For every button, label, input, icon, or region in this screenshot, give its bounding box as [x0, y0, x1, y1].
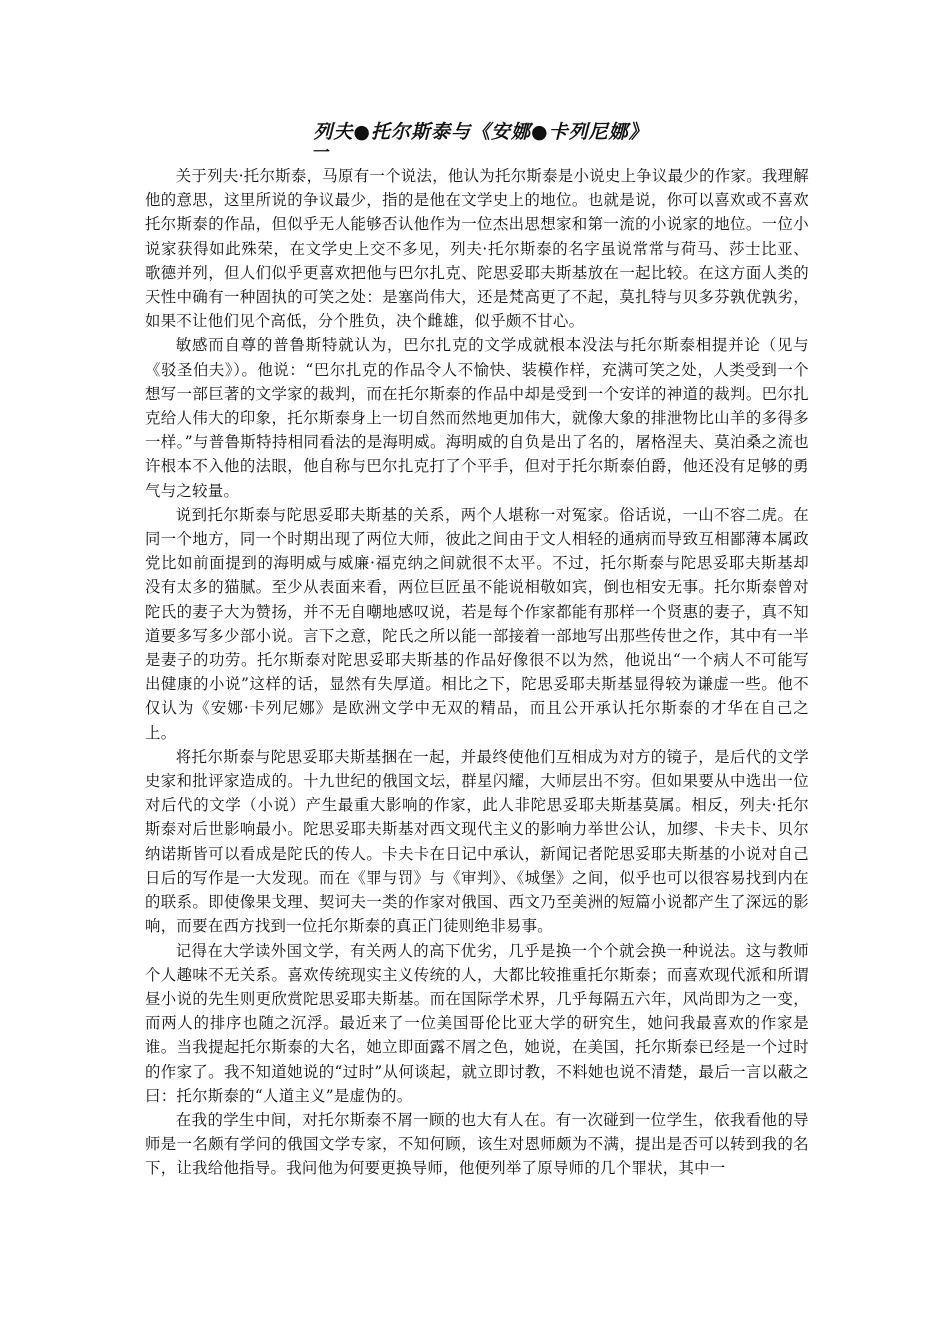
paragraph: 敏感而自尊的普鲁斯特就认为，巴尔扎克的文学成就根本没法与托尔斯泰相提并论（见与《驳圣伯夫》）。他说：“巴尔扎克的作品令人不愉快、装模作样，充满可笑之处，人类受到一个想写一部巨著的文学家的裁判，而在托尔斯泰的作品中却是受到一个安详的神道的裁判。巴尔扎克给人伟大的印象，托尔斯泰身上一切自然而然地更加伟大，就像大象的排泄物比山羊的多得多一样。”与普鲁斯特持相同看法的是海明威。海明威的自负是出了名的，屠格涅夫、莫泊桑之流也许根本不入他的法眼，他自称与巴尔扎克打了个平手，但对于托尔斯泰伯爵，他还没有足够的勇气与之较量。 — [145, 336, 809, 500]
document-title: 列夫●托尔斯泰与《安娜●卡列尼娜》 — [313, 121, 649, 143]
paragraph: 记得在大学读外国文学，有关两人的高下优劣，几乎是换一个个就会换一种说法。这与教师个人趣味不无关系。喜欢传统现实主义传统的人，大都比较推重托尔斯泰；而喜欢现代派和所谓昼小说的先生则更欣赏陀思妥耶夫斯基。而在国际学术界，几乎每隔五六年，风尚即为之一变，而两人的排序也随之沉浮。最近来了一位美国哥伦比亚大学的研究生，她问我最喜欢的作家是谁。当我提起托尔斯泰的大名，她立即面露不屑之色，她说，在美国，托尔斯泰已经是一个过时的作家了。我不知道她说的“过时”从何谈起，就立即讨教，不料她也说不清楚，最后一言以蔽之曰：托尔斯泰的“人道主义”是虚伪的。 — [145, 941, 809, 1105]
section-number: 一 — [313, 143, 330, 163]
paragraph: 说到托尔斯泰与陀思妥耶夫斯基的关系，两个人堪称一对冤家。俗话说，一山不容二虎。在同一个地方，同一个时期出现了两位大师，彼此之间由于文人相轻的通病而导致互相鄙薄本属政党比如前面提到的海明威与威廉·福克纳之间就很不太平。不过，托尔斯泰与陀思妥耶夫斯基却没有太多的猫腻。至少从表面来看，两位巨匠虽不能说相敬如宾，倒也相安无事。托尔斯泰曾对陀氏的妻子大为赞扬，并不无自嘲地感叹说，若是每个作家都能有那样一个贤惠的妻子，真不知道要多写多少部小说。言下之意，陀氏之所以能一部接着一部地写出那些传世之作，其中有一半是妻子的功劳。托尔斯泰对陀思妥耶夫斯基的作品好像很不以为然，他说出“一个病人不可能写出健康的小说”这样的话，显然有失厚道。相比之下，陀思妥耶夫斯基显得较为谦虚一些。他不仅认为《安娜·卡列尼娜》是欧洲文学中无双的精品，而且公开承认托尔斯泰的才华在自己之上。 — [145, 505, 809, 742]
paragraph: 将托尔斯泰与陀思妥耶夫斯基捆在一起，并最终使他们互相成为对方的镜子，是后代的文学史家和批评家造成的。十九世纪的俄国文坛，群星闪耀，大师层出不穷。但如果要从中选出一位对后代的文学（小说）产生最重大影响的作家，此人非陀思妥耶夫斯基莫属。相反，列夫·托尔斯泰对后世影响最小。陀思妥耶夫斯基对西文现代主义的影响力举世公认，加缪、卡夫卡、贝尔纳诺斯皆可以看成是陀氏的传人。卡夫卡在日记中承认，新闻记者陀思妥耶夫斯基的小说对自己日后的写作是一大发现。而在《罪与罚》与《审判》、《城堡》之间，似乎也可以很容易找到内在的联系。即使像果戈理、契诃夫一类的作家对俄国、西文乃至美洲的短篇小说都产生了深远的影响，而要在西方找到一位托尔斯泰的真正门徒则绝非易事。 — [145, 747, 809, 936]
paragraph: 在我的学生中间，对托尔斯泰不屑一顾的也大有人在。有一次碰到一位学生，依我看他的导师是一名颇有学问的俄国文学专家，不知何顾，该生对恩师颇为不满，提出是否可以转到我的名下，让我给他指导。我问他为何要更换导师，他便列举了原导师的几个罪状，其中一 — [145, 1110, 809, 1178]
body-text — [145, 164, 809, 1181]
paragraph: 关于列夫·托尔斯泰，马原有一个说法，他认为托尔斯泰是小说史上争议最少的作家。我理解他的意思，这里所说的争议最少，指的是他在文学史上的地位。也就是说，你可以喜欢或不喜欢托尔斯泰的作品，但似乎无人能够否认他作为一位杰出思想家和第一流的小说家的地位。一位小说家获得如此殊荣，在文学史上交不多见，列夫·托尔斯泰的名字虽说常常与荷马、莎士比亚、歌德并列，但人们似乎更喜欢把他与巴尔扎克、陀思妥耶夫斯基放在一起比较。在这方面人类的天性中确有一种固执的可笑之处：是塞尚伟大，还是梵高更了不起，莫扎特与贝多芬孰优孰劣，如果不让他们见个高低，分个胜负，决个雌雄，似乎颇不甘心。 — [145, 167, 809, 331]
document-page — [145, 118, 809, 1181]
